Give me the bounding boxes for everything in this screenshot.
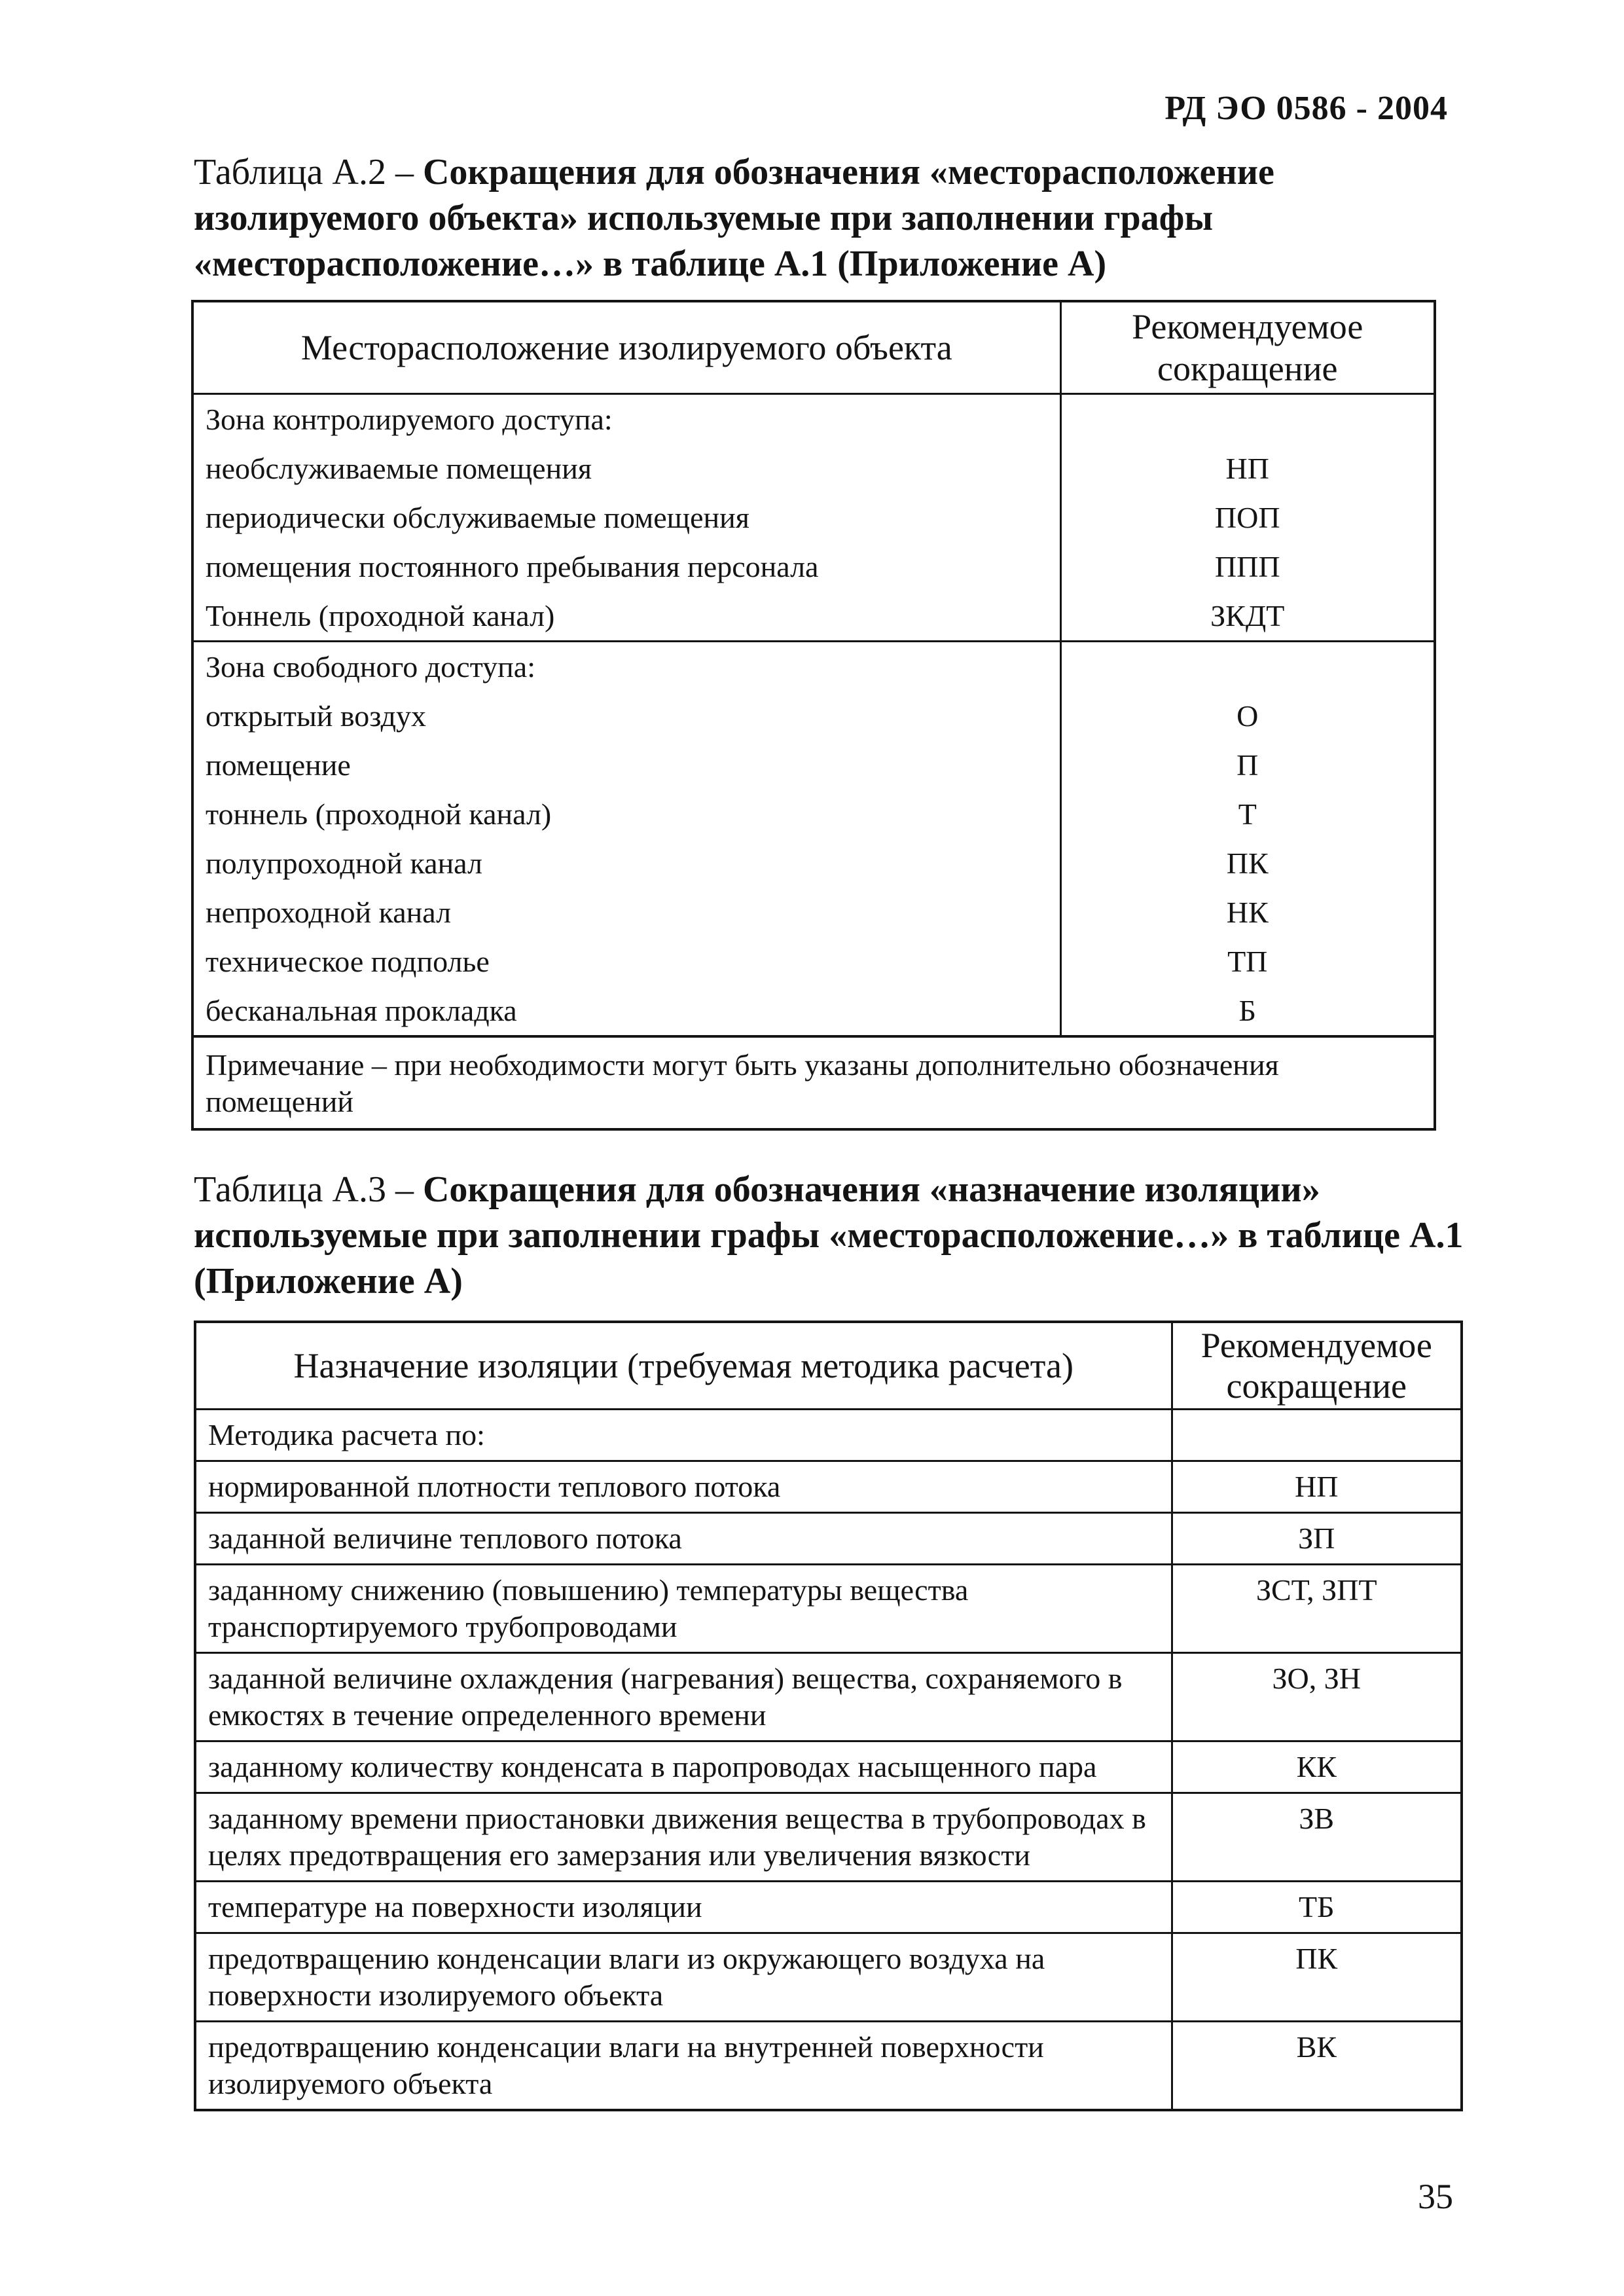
purpose-abbr: ЗСТ, ЗПТ: [1172, 1565, 1462, 1653]
section-title: Зона контролируемого доступа:: [192, 394, 1060, 445]
page-number: 35: [1418, 2177, 1453, 2216]
document-code: РД ЭО 0586 - 2004: [1164, 90, 1448, 127]
table-a2-note: Примечание – при необходимости могут быть указаны дополнительно обозначения помещений: [192, 1036, 1435, 1129]
table-a3-intro: Методика расчета по:: [195, 1410, 1172, 1461]
table-a3-header-abbreviation: Рекомендуемое сокращение: [1172, 1322, 1462, 1410]
purpose-name: предотвращению конденсации влаги из окружающего воздуха на поверхности изолируемого объекта: [195, 1933, 1172, 2022]
table-row: [192, 740, 1435, 790]
purpose-abbr: ТБ: [1172, 1882, 1462, 1933]
location-name: непроходной канал: [192, 888, 1060, 937]
table-row: [195, 1882, 1462, 1933]
location-abbr: П: [1060, 740, 1435, 790]
location-abbr: ПОП: [1060, 493, 1435, 542]
purpose-abbr: ВК: [1172, 2022, 1462, 2111]
purpose-name: заданной величине теплового потока: [195, 1513, 1172, 1565]
section-title-abbr-cell: [1060, 394, 1435, 445]
location-abbr: НК: [1060, 888, 1435, 937]
table-row: [195, 1741, 1462, 1793]
table-a3-caption: [194, 1167, 1464, 1304]
table-row: [192, 591, 1435, 642]
table-a2-section-title-row: [192, 642, 1435, 692]
table-row: [195, 1933, 1462, 2022]
location-abbr: О: [1060, 691, 1435, 740]
table-row: [195, 1653, 1462, 1741]
table-row: [192, 493, 1435, 542]
table-a2-caption-lead: Таблица А.2 –: [194, 152, 423, 192]
purpose-name: заданному снижению (повышению) температуры вещества транспортируемого трубопроводами: [195, 1565, 1172, 1653]
purpose-name: заданной величине охлаждения (нагревания) вещества, сохраняемого в емкостях в течение определенного времени: [195, 1653, 1172, 1741]
purpose-abbr: НП: [1172, 1461, 1462, 1513]
location-abbr: ПК: [1060, 839, 1435, 888]
location-name: техническое подполье: [192, 937, 1060, 986]
table-a3-intro-row: [195, 1410, 1462, 1461]
location-name: помещения постоянного пребывания персонала: [192, 542, 1060, 591]
table-a3-caption-lead: Таблица А.3 –: [194, 1169, 423, 1210]
table-row: [192, 839, 1435, 888]
table-row: [192, 444, 1435, 493]
table-row: [192, 888, 1435, 937]
location-name: периодически обслуживаемые помещения: [192, 493, 1060, 542]
table-a2-header-row: [192, 301, 1435, 394]
table-a2-section-title-row: [192, 394, 1435, 445]
table-a2-note-row: [192, 1036, 1435, 1129]
table-row: [192, 986, 1435, 1036]
table-a2-header-abbreviation: Рекомендуемое сокращение: [1060, 301, 1435, 394]
location-name: полупроходной канал: [192, 839, 1060, 888]
location-abbr: Т: [1060, 790, 1435, 839]
location-abbr: Б: [1060, 986, 1435, 1036]
location-name: тоннель (проходной канал): [192, 790, 1060, 839]
location-abbr: НП: [1060, 444, 1435, 493]
table-a3: [194, 1321, 1463, 2111]
purpose-abbr: ЗВ: [1172, 1793, 1462, 1882]
location-abbr: ЗКДТ: [1060, 591, 1435, 642]
purpose-abbr: ЗО, ЗН: [1172, 1653, 1462, 1741]
table-a3-intro-abbr-cell: [1172, 1410, 1462, 1461]
purpose-abbr: ПК: [1172, 1933, 1462, 2022]
table-a2-header-location: Месторасположение изолируемого объекта: [192, 301, 1060, 394]
table-row: [192, 691, 1435, 740]
location-name: помещение: [192, 740, 1060, 790]
table-row: [195, 1565, 1462, 1653]
location-name: необслуживаемые помещения: [192, 444, 1060, 493]
location-name: бесканальная прокладка: [192, 986, 1060, 1036]
location-abbr: ТП: [1060, 937, 1435, 986]
table-a3-header-purpose: Назначение изоляции (требуемая методика расчета): [195, 1322, 1172, 1410]
table-row: [195, 2022, 1462, 2111]
table-a3-header-row: [195, 1322, 1462, 1410]
table-a3-caption-title: Сокращения для обозначения «назначение изоляции» используемые при заполнении графы «месторасположение…» в таблице А.1 (Приложение А): [194, 1169, 1464, 1302]
section-title-abbr-cell: [1060, 642, 1435, 692]
purpose-name: предотвращению конденсации влаги на внутренней поверхности изолируемого объекта: [195, 2022, 1172, 2111]
location-name: открытый воздух: [192, 691, 1060, 740]
location-abbr: ППП: [1060, 542, 1435, 591]
purpose-abbr: ЗП: [1172, 1513, 1462, 1565]
table-row: [195, 1513, 1462, 1565]
table-row: [192, 937, 1435, 986]
table-row: [195, 1793, 1462, 1882]
purpose-abbr: КК: [1172, 1741, 1462, 1793]
purpose-name: нормированной плотности теплового потока: [195, 1461, 1172, 1513]
table-a2: [191, 300, 1436, 1131]
table-row: [192, 790, 1435, 839]
table-a2-caption: [194, 149, 1464, 287]
purpose-name: заданному количеству конденсата в паропроводах насыщенного пара: [195, 1741, 1172, 1793]
section-title: Зона свободного доступа:: [192, 642, 1060, 692]
purpose-name: заданному времени приостановки движения вещества в трубопроводах в целях предотвращения его замерзания или увеличения вязкости: [195, 1793, 1172, 1882]
table-row: [195, 1461, 1462, 1513]
table-row: [192, 542, 1435, 591]
purpose-name: температуре на поверхности изоляции: [195, 1882, 1172, 1933]
table-a2-caption-title: Сокращения для обозначения «месторасположение изолируемого объекта» используемые при заполнении графы «месторасположение…» в таблице А.1 (Приложение А): [194, 152, 1274, 284]
location-name: Тоннель (проходной канал): [192, 591, 1060, 642]
